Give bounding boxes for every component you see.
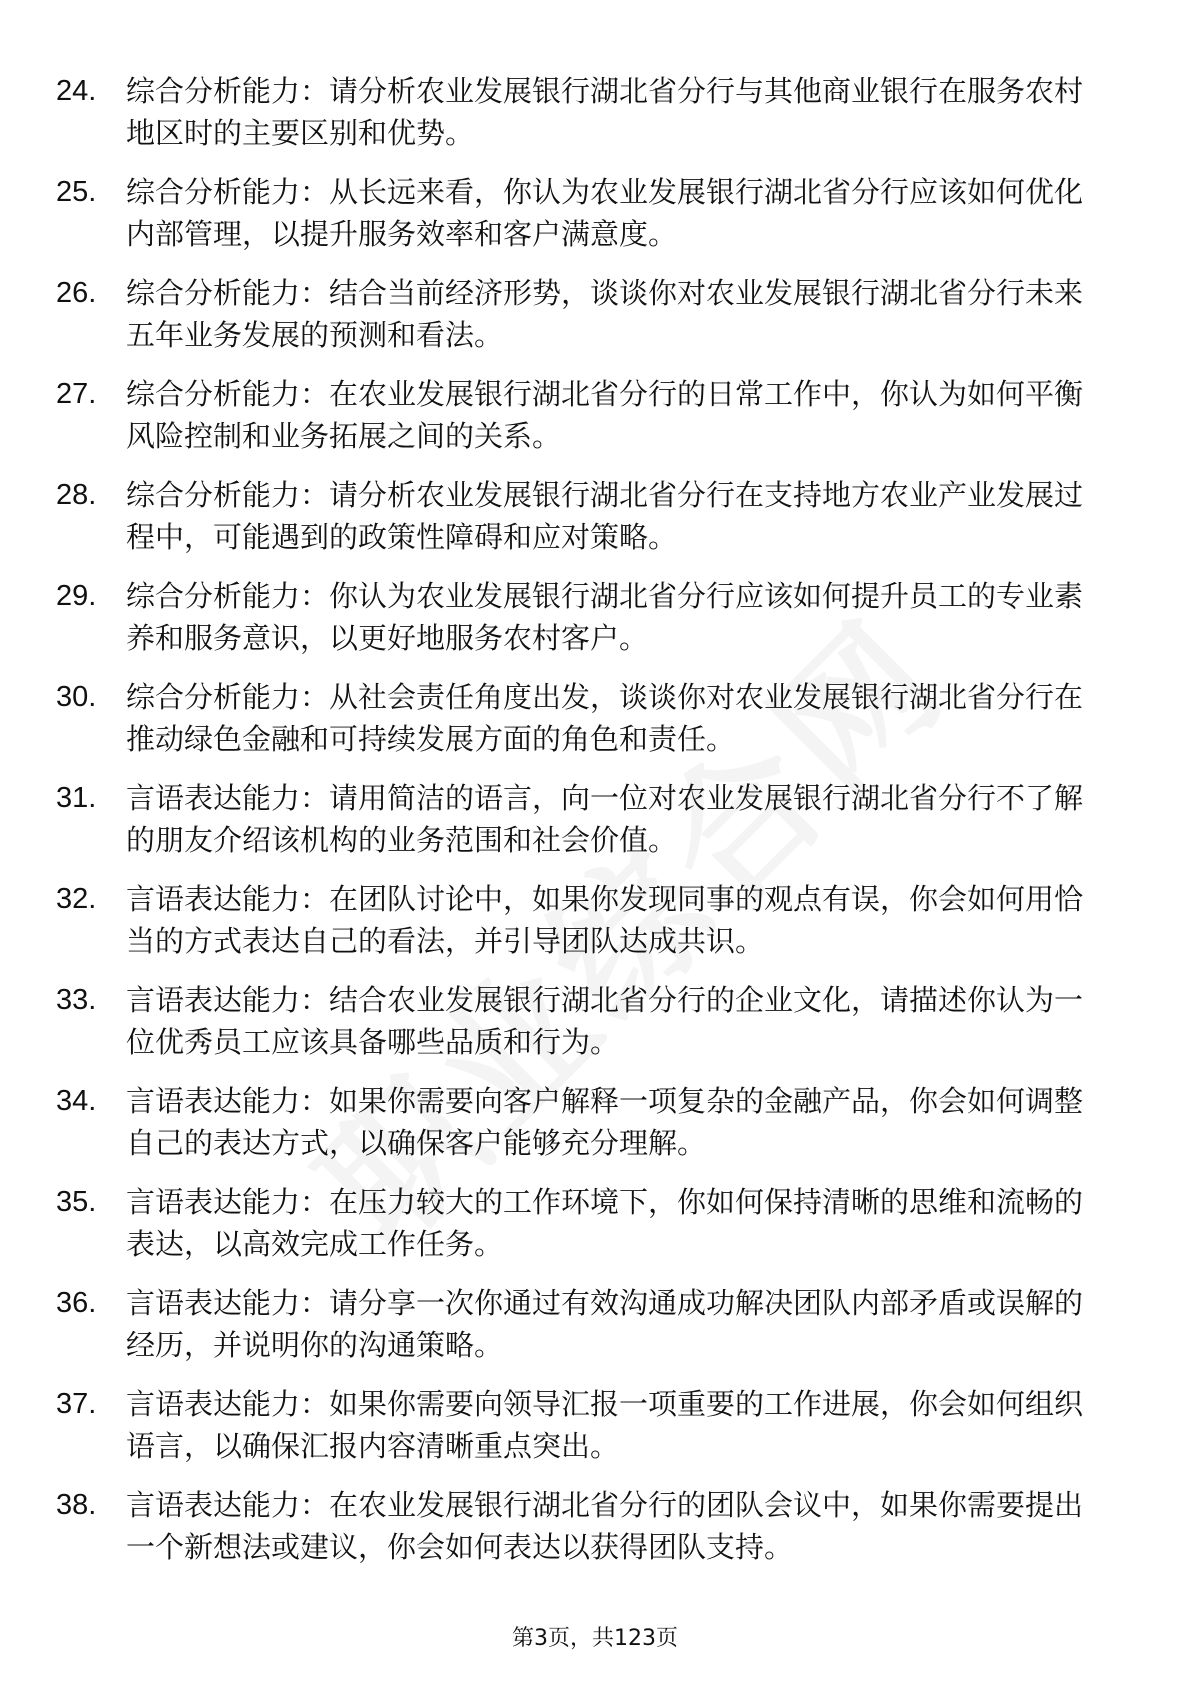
question-text: 综合分析能力：请分析农业发展银行湖北省分行在支持地方农业产业发展过程中，可能遇到的政策性障碍和应对策略。	[126, 478, 1084, 554]
question-item-32	[56, 878, 1106, 979]
question-item-29	[56, 575, 1106, 676]
question-text: 综合分析能力：结合当前经济形势，谈谈你对农业发展银行湖北省分行未来五年业务发展的预测和看法。	[126, 276, 1084, 352]
question-number: 29.	[56, 580, 97, 612]
question-item-37	[56, 1383, 1106, 1484]
question-text: 综合分析能力：在农业发展银行湖北省分行的日常工作中，你认为如何平衡风险控制和业务拓展之间的关系。	[126, 377, 1084, 453]
question-item-35	[56, 1181, 1106, 1282]
question-item-38	[56, 1484, 1106, 1585]
question-item-30	[56, 676, 1106, 777]
question-item-34	[56, 1080, 1106, 1181]
question-number: 35.	[56, 1186, 97, 1218]
question-number: 30.	[56, 681, 97, 713]
question-text: 言语表达能力：如果你需要向领导汇报一项重要的工作进展，你会如何组织语言，以确保汇报内容清晰重点突出。	[126, 1387, 1084, 1463]
question-item-33	[56, 979, 1106, 1080]
question-number: 24.	[56, 75, 97, 107]
question-text: 综合分析能力：请分析农业发展银行湖北省分行与其他商业银行在服务农村地区时的主要区别和优势。	[126, 74, 1084, 150]
question-item-36	[56, 1282, 1106, 1383]
question-text: 综合分析能力：你认为农业发展银行湖北省分行应该如何提升员工的专业素养和服务意识，以更好地服务农村客户。	[126, 579, 1084, 655]
page-footer: 第3页，共123页	[512, 1626, 678, 1651]
question-number: 37.	[56, 1388, 97, 1420]
question-number: 34.	[56, 1085, 97, 1117]
question-item-25	[56, 171, 1106, 272]
question-item-31	[56, 777, 1106, 878]
question-text: 言语表达能力：如果你需要向客户解释一项复杂的金融产品，你会如何调整自己的表达方式，以确保客户能够充分理解。	[126, 1084, 1084, 1160]
question-text: 综合分析能力：从社会责任角度出发，谈谈你对农业发展银行湖北省分行在推动绿色金融和可持续发展方面的角色和责任。	[126, 680, 1084, 756]
question-item-27	[56, 373, 1106, 474]
question-number: 31.	[56, 782, 97, 814]
question-item-28	[56, 474, 1106, 575]
question-text: 言语表达能力：在压力较大的工作环境下，你如何保持清晰的思维和流畅的表达，以高效完成工作任务。	[126, 1185, 1084, 1261]
question-number: 26.	[56, 277, 97, 309]
question-text: 言语表达能力：结合农业发展银行湖北省分行的企业文化，请描述你认为一位优秀员工应该具备哪些品质和行为。	[126, 983, 1084, 1059]
question-number: 38.	[56, 1489, 97, 1521]
question-text: 言语表达能力：在农业发展银行湖北省分行的团队会议中，如果你需要提出一个新想法或建议，你会如何表达以获得团队支持。	[126, 1488, 1084, 1564]
question-number: 28.	[56, 479, 97, 511]
question-text: 言语表达能力：请用简洁的语言，向一位对农业发展银行湖北省分行不了解的朋友介绍该机构的业务范围和社会价值。	[126, 781, 1084, 857]
question-number: 25.	[56, 176, 97, 208]
question-number: 36.	[56, 1287, 97, 1319]
question-number: 27.	[56, 378, 97, 410]
question-text: 综合分析能力：从长远来看，你认为农业发展银行湖北省分行应该如何优化内部管理，以提升服务效率和客户满意度。	[126, 175, 1084, 251]
question-item-26	[56, 272, 1106, 373]
question-number: 33.	[56, 984, 97, 1016]
question-list	[56, 70, 1106, 1585]
question-number: 32.	[56, 883, 97, 915]
question-text: 言语表达能力：在团队讨论中，如果你发现同事的观点有误，你会如何用恰当的方式表达自己的看法，并引导团队达成共识。	[126, 882, 1084, 958]
question-item-24	[56, 70, 1106, 171]
question-text: 言语表达能力：请分享一次你通过有效沟通成功解决团队内部矛盾或误解的经历，并说明你的沟通策略。	[126, 1286, 1084, 1362]
